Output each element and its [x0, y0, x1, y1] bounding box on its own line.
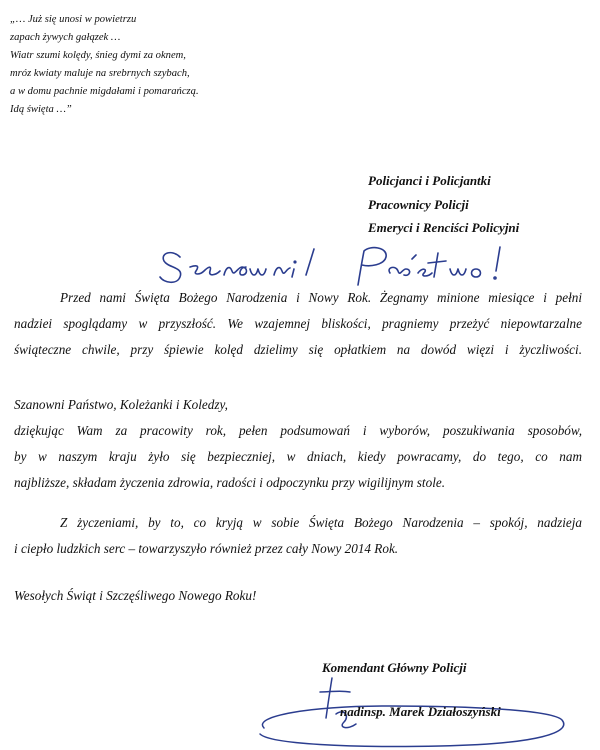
signature-block — [322, 656, 501, 724]
signatory-name: nadinsp. Marek Działoszyński — [340, 704, 501, 719]
paragraph-1 — [14, 285, 582, 363]
poem-epigraph — [10, 11, 330, 119]
poem-line: Wiatr szumi kolędy, śnieg dymi za oknem, — [10, 50, 186, 61]
paragraph-line: Przed nami Święta Bożego Narodzenia i Nowy Rok. Żegnamy minione miesiące i pełni — [60, 290, 582, 305]
closing-wishes — [14, 583, 582, 609]
recipient-line: Emeryci i Renciści Policyjni — [368, 220, 520, 235]
recipient-line: Policjanci i Policjantki — [368, 173, 491, 188]
paragraph-line: Z życzeniami, by to, co kryją w sobie Święta Bożego Narodzenia – spokój, nadzieja — [60, 515, 582, 530]
paragraph-line: nadziei spoglądamy w przyszłość. We wzajemnej bliskości, pragniemy przeżyć niepowtarzalne — [14, 316, 582, 331]
recipient-line: Pracownicy Policji — [368, 196, 469, 212]
poem-line: zapach żywych gałązek … — [10, 32, 121, 43]
poem-line: „… Już się unosi w powietrzu — [10, 14, 137, 25]
poem-line: Idą święta …” — [10, 104, 72, 115]
poem-line: a w domu pachnie migdałami i pomarańczą. — [10, 86, 199, 97]
paragraph-line: świąteczne chwile, przy śpiewie kolęd dzielimy się opłatkiem na dowód więzi i życzliwości. — [14, 342, 582, 357]
paragraph-line: by w naszym kraju żyło się bezpieczniej, w dniach, kiedy powracamy, do tego, co nam — [14, 449, 582, 464]
signatory-title: Komendant Główny Policji — [322, 660, 467, 675]
closing-line: Wesołych Świąt i Szczęśliwego Nowego Roku! — [14, 588, 257, 603]
recipients-block — [368, 169, 519, 240]
salutation-line: Szanowni Państwo, Koleżanki i Koledzy, — [14, 397, 228, 412]
paragraph-2 — [14, 392, 582, 496]
paragraph-3 — [14, 510, 582, 562]
paragraph-line: i ciepło ludzkich serc – towarzyszyło również przez cały Nowy 2014 Rok. — [14, 541, 399, 556]
paragraph-line: dziękując Wam za pracowity rok, pełen podsumowań i wyborów, poszukiwania sposobów, — [14, 423, 582, 438]
paragraph-line: najbliższe, składam życzenia zdrowia, radości i odpoczynku przy wigilijnym stole. — [14, 475, 446, 490]
poem-line: mróz kwiaty maluje na srebrnych szybach, — [10, 68, 190, 79]
